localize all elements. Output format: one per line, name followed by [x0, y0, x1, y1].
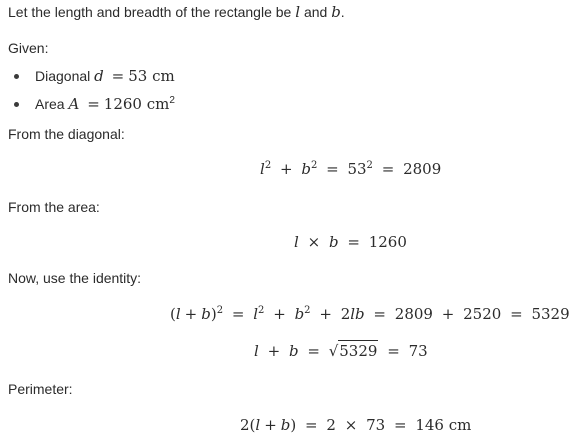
diagonal-heading: From the diagonal:	[8, 126, 125, 142]
identity-heading: Now, use the identity:	[8, 270, 142, 286]
intro-and: and	[303, 4, 328, 20]
given-label: Diagonal	[35, 68, 91, 84]
given-value: 53 cm	[128, 67, 175, 85]
given-var: A	[68, 95, 80, 113]
intro-period: .	[340, 4, 345, 20]
equation-diagonal: $l^2 + b^2 = 53^2 = 2809$	[260, 160, 442, 178]
given-value-sup: 2	[169, 95, 175, 106]
given-label: Area	[35, 96, 65, 112]
var-b: b	[331, 3, 341, 21]
given-heading: Given:	[8, 40, 49, 56]
given-item-area	[14, 97, 175, 112]
intro-text: Let the length and breadth of the rectangle be	[8, 4, 292, 20]
equation-identity: $(l + b)^2 = l^2 + b^2 + 2lb = 2809 + 2520 = 5329$	[170, 305, 570, 323]
given-eq: =	[87, 95, 100, 113]
intro-sentence	[8, 5, 345, 20]
equation-sqrt: l + b = √5329 = 73	[254, 342, 428, 360]
area-heading: From the area:	[8, 199, 100, 215]
sqrt-expression: √5329	[328, 342, 378, 360]
given-value: 1260 cm	[103, 95, 170, 113]
equation-perimeter: 2(l + b) = 2 × 73 = 146 cm	[240, 416, 472, 434]
bullet-icon	[14, 74, 19, 79]
given-item-diagonal	[14, 69, 175, 84]
equation-area: l × b = 1260	[294, 233, 407, 251]
given-eq: =	[111, 67, 125, 85]
var-l: l	[295, 3, 301, 21]
perimeter-heading: Perimeter:	[8, 381, 73, 397]
given-var: d	[94, 67, 104, 85]
bullet-icon	[14, 102, 19, 107]
sqrt-icon: √	[328, 342, 339, 360]
